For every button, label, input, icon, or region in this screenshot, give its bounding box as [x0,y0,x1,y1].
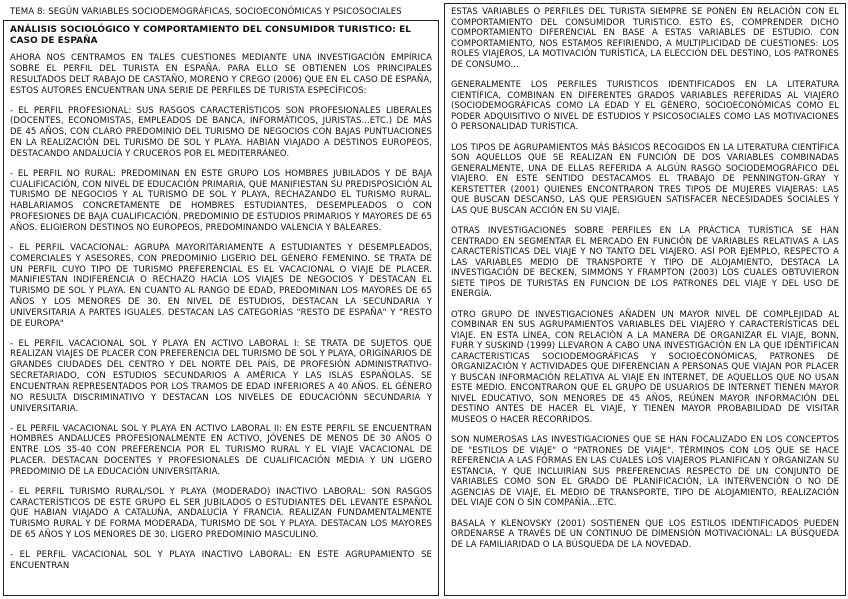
paragraph: - EL PERFIL VACACIONAL: AGRUPA MAYORITARIAMENTE A ESTUDIANTES Y DESEMPLEADOS, COMERCIALES Y ASESORES, CON PREDOMINIO LIGERIO DEL GÉNERO FEMENINO. SE TRATA DE UN PERFIL CUYO TIPO DE TURISMO PREFERENCIAL ES EL VACACIONAL O VIAJE DE PLACER. MANIFIESTAN INDIFERENCIA O RECHAZO HACIA LOS VIAJES DE NEGOCIOS Y DESTACAN EL TURISMO DE SOL Y PLAYA. EN CUANTO AL RANGO DE EDAD, PREDOMINAN LOS MAYORES DE 65 AÑOS Y LOS MENORES DE 30. EN NIVEL DE ESTUDIOS, DESTACAN LA SECUNDARIA Y UNIVERSITARIA A PARTES IGUALES. DESTACAN LAS CATEGORÍAS "RESTO DE ESPAÑA" Y "RESTO DE EUROPA" [10,242,432,329]
paragraph: ESTAS VARIABLES O PERFILES DEL TURISTA SIEMPRE SE PONEN EN RELACIÓN CON EL COMPORTAMIENTO DEL CONSUMIDOR TURISTICO. ESTO ES, COMPRENDER DICHO COMPORTAMIENTO DIFERENCIAL EN BASE A ESTAS VARIABLES DE ESTUDIO. CON COMPORTAMIENTO, NOS ESTAMOS REFIRIENDO, A MULTIPLICIDAD DE CUESTIONES: LOS ROLES VIAJEROS, LA MOTIVACIÓN TURÍSTICA, LA ELECCIÓN DEL DESTINO, LOS PATRONES DE CONSUMO... [451,7,839,70]
paragraph: - EL PERFIL VACACIONAL SOL Y PLAYA INACTIVO LABORAL: EN ESTE AGRUPAMIENTO SE ENCUENTRAN [10,549,432,571]
paragraph: OTRAS INVESTIGACIONES SOBRE PERFILES EN LA PRÁCTICA TURÍSTICA SE HAN CENTRADO EN SEGMENTAR EL MERCADO EN FUNCIÓN DE VARIABLES RELATIVAS A LAS CARACTERÍSTICAS DEL VIAJE Y NO TANTO DEL VIAJERO. ASÍ POR EJEMPLO, RESPECTO A LAS VARIABLES MEDIO DE TRANSPORTE Y TIPO DE ALOJAMIENTO, DESTACA LA INVESTIGACIÓN DE BECKEN, SIMMONS Y FRAMPTON (2003) LOS CUALES OBTUVIERON SIETE TIPOS DE TURISTAS EN FUNCION DE LOS PATRONES DEL VIAJE Y DEL USO DE ENERGÍA. [451,226,839,299]
paragraph: - EL PERFIL VACACIONAL SOL Y PLAYA EN ACTIVO LABORAL II: EN ESTE PERFIL SE ENCUENTRAN HOMBRES ANDALUCES PROFESIONALMENTE EN ACTIVO, JÓVENES DE MENOS DE 30 AÑOS O ENTRE LOS 35-40 CON PREFERENCIA POR EL TURISMO RURAL Y EL VIAJE VACACIONAL DE PLACER. DESTACAN DOCENTES Y PROFESIONALES DE CUALIFICACIÓN MEDIA Y UN LIGERO PREDOMINIO DE LA EDUCACIÓN UNIVERSITARIA. [10,423,432,477]
page-header: TEMA 8: SEGÚN VARIABLES SOCIODEMOGRÁFICAS, SOCIOECONÓMICAS Y PSICOSOCIALES [10,7,402,17]
right-column [444,3,846,596]
paragraph: - EL PERFIL TURISMO RURAL/SOL Y PLAYA (MODERADO) INACTIVO LABORAL: SON RASGOS CARACTERÍSTICOS DE ESTE GRUPO EL SER JUBILADOS O ESTUDIANTES DEL LEVANTE ESPAÑOL QUE HABIAN VIAJADO A CATALUÑA, ANDALUCÍA Y FRANCIA. REALIZAN FUNDAMENTALMENTE TURISMO RURAL Y DE FORMA MODERADA, TURISMO DE SOL Y PLAYA. DESTACAN LOS MAYORES DE 65 AÑOS Y LOS MENORES DE 30. LIGERO PREDOMINIO MASCULINO. [10,486,432,541]
paragraph: OTRO GRUPO DE INVESTIGACIONES AÑADEN UN MAYOR NIVEL DE COMPLEJIDAD AL COMBINAR EN SUS AGRUPAMIENTOS VARIABLES DEL VIAJERO Y CARACTERÍSTICAS DEL VIAJE. EN ESTA LÍNEA, CON RELACIÓN A LA MANERA DE ORGANIZAR EL VIAJE, BONN, FURR Y SUSKIND (1999) LLEVARON A CABO UNA INVESTIGACIÓN EN LA QUE IDENTIFICAN CARACTERISTICAS SOCIODEMOGRÁFICAS Y SOCIOECONÓMICAS, PATRONES DE ORGANIZACIÓN Y ACTIVIDADES QUE DIFERENCIAN A PERSONAS QUE VIAJAN POR PLACER Y BUSCAN INFORMACIÓN RELATIVA AL VIAJE EN INTERNET, DE AQUELLOS QUE NO USAN ESTE MEDIO. ENCONTRARON QUE EL GRUPO DE USUARIOS DE INTERNET TIENEN MAYOR NIVEL EDUCATIVO, SON MENORES DE 45 AÑOS, REÚNEN MAYOR INFORMACIÓN DEL DESTINO ANTES DE HACER EL VIAJE, Y TIENEN MAYOR PROBABILIDAD DE VISITAR MUSEOS O HACER RECORRIDOS. [451,309,839,425]
paragraph: AHORA NOS CENTRAMOS EN TALES CUESTIONES MEDIANTE UNA INVESTIGACIÓN EMPÍRICA SOBRE EL PERFIL DEL TURISTA EN ESPAÑA. PARA ELLO SE OBTIENEN LOS PRINCIPALES RESULTADOS DELT RABAJO DE CASTAÑO, MORENO Y CREGO (2006) QUE EN EL CASO DE ESPAÑA, ESTOS AUTORES ENCUENTRAN UNA SERIE DE PERFILES DE TURISTA ESPECÍFICOS: [10,53,432,96]
paragraph: GENERALMENTE LOS PERFILES TURISTICOS IDENTIFICADOS EN LA LITERATURA CIENTÍFICA, COMBINAN EN DIFERENTES GRADOS VARIABLES REFERIDAS AL VIAJERO (SOCIODEMOGRÁFICAS COMO LA EDAD Y EL GÉNERO, SOCIOECONÓMICAS COMO EL PODER ADQUISITIVO O NIVEL DE ESTUDIOS Y PSICOSOCIALES COMO LAS MOTIVACIONES O PERSONALIDAD TURÍSTICA. [451,80,839,132]
paragraph: LOS TIPOS DE AGRUPAMIENTOS MÁS BÁSICOS RECOGIDOS EN LA LITERATURA CIENTÍFICA SON AQUELLOS QUE SE REALIZAN EN FUNCIÓN DE DOS VARIABLES COMBINADAS GENERALMENTE, UNA DE ELLAS REFERIDA A ALGÚN RASGO SOCIODEMOGRÁFICO DEL VIAJERO. EN ESTE SENTIDO DESTACAMOS EL TRABAJO DE PENNINGTON-GRAY Y KERSTETTER (2001) QUIENES ENCONTRARON TRES TIPOS DE MUJERES VIAJERAS: LAS QUE BUSCAN DESCANSO, LAS QUE PERSIGUEN SATISFACER NECESIDADES SOCIALES Y LAS QUE BUSCAN ACCIÓN EN SU VIAJE. [451,142,839,216]
left-column [3,20,439,596]
section-title: ANÁLISIS SOCIOLÓGICO Y COMPORTAMIENTO DEL CONSUMIDOR TURISTICO: EL CASO DE ESPAÑA [10,25,412,46]
paragraph: - EL PERFIL PROFESIONAL: SUS RASGOS CARACTERÍSTICOS SON PROFESIONALES LIBERALES (DOCENTES, ECONOMISTAS, EMPLEADOS DE BANCA, INFORMÁTICOS, JURISTAS...ETC.) DE MÁS DE 45 AÑOS, CON CLARO PREDOMINIO DEL TURISMO DE NEGOCIOS CON BAJAS PUNTUACIONES EN LA REALIZACIÓN DEL TURISMO DE SOL Y PLAYA. HABIAN VIAJADO A DESTINOS EUROPEOS, DESTACANDO ANDALUCÍA Y CRUCEROS POR EL MEDITERRÁNEO. [10,105,432,159]
paragraph: - EL PERFIL VACACIONAL SOL Y PLAYA EN ACTIVO LABORAL I: SE TRATA DE SUJETOS QUE REALIZAN VIAJES DE PLACER CON PREFERENCIA DEL TURISMO DE SOL Y PLAYA, ORIGINARIOS DE GRANDES CIUDADES DEL CENTRO Y DEL NORTE DEL PAÍS, DE PROFESIÓN ADMINISTRATIVO-SECRETARIADO, CON ESTUDIOS SECUNDARIOS A AMÉRICA Y LAS ISLAS ESPAÑOLAS. SE ENCUENTRAN REPRESENTADOS POR LOS TRAMOS DE EDAD INFERIORES A 40 AÑOS. EL GÉNERO NO RESULTA DISCRIMINATIVO Y DESTACAN LOS NIVELES DE EDUCACIÓNN SECUNDARIA Y UNIVERSITARIA. [10,338,432,414]
paragraph: SON NUMEROSAS LAS INVESTIGACIONES QUE SE HAN FOCALIZADO EN LOS CONCEPTOS DE "ESTILOS DE VIAJE" O "PATRONES DE VIAJE". TÉRMINOS CON LOS QUE SE HACE REFERENCIA A LAS FORMAS EN LAS CUALES LOS VIAJEROS PLANIFICAN Y ORGANIZAN SU ESTANCIA, Y QUE INCLUIRÍAN SUS PREFERENCIAS RESPECTO DE UN CONJUNTO DE VARIABLES COMO SON EL GRADO DE PLANIFICACIÓN, LA INTERVENCIÓN O NO DE AGENCIAS DE VIAJE, EL MEDIO DE TRANSPORTE, TIPO DE ALOJAMIENTO, REALIZACIÓN DEL VIAJE CON O SIN COMPAÑÍA...ETC. [451,435,839,508]
paragraph: - EL PERFIL NO RURAL: PREDOMINAN EN ESTE GRUPO LOS HOMBRES JUBILADOS Y DE BAJA CUALIFICACIÓN, CON NIVEL DE EDUCACIÓN PRIMARIA, QUE MANIFIESTAN SU PREDISPOSICIÓN AL TURISMO DE NEGOCIOS Y AL TURISMO DE SOL Y PLAYA, RECHAZANDO EL TURISMO RURAL. HABLARIAMOS CONCRETAMENTE DE HOMBRES ESTUDIANTES, DESEMPLEADOS O CON PROFESIONES DE BAJA CUALIFICACIÓN. PREDOMINIO DE ESTUDIOS PRIMARIOS Y MAYORES DE 65 AÑOS. ELIGIERON DESTINOS NO EUROPEOS, PREDOMINANDO VALENCIA Y BALEARES. [10,168,432,233]
paragraph: BASALA Y KLENOVSKY (2001) SOSTIENEN QUE LOS ESTILOS IDENTIFICADOS PUEDEN ORDENARSE A TRAVÉS DE UN CONTINUO DE DIMENSIÓN MOTIVACIONAL: LA BÚSQUEDA DE LA FAMILIARIDAD O LA BÚSQUEDA DE LA NOVEDAD. [451,518,839,550]
